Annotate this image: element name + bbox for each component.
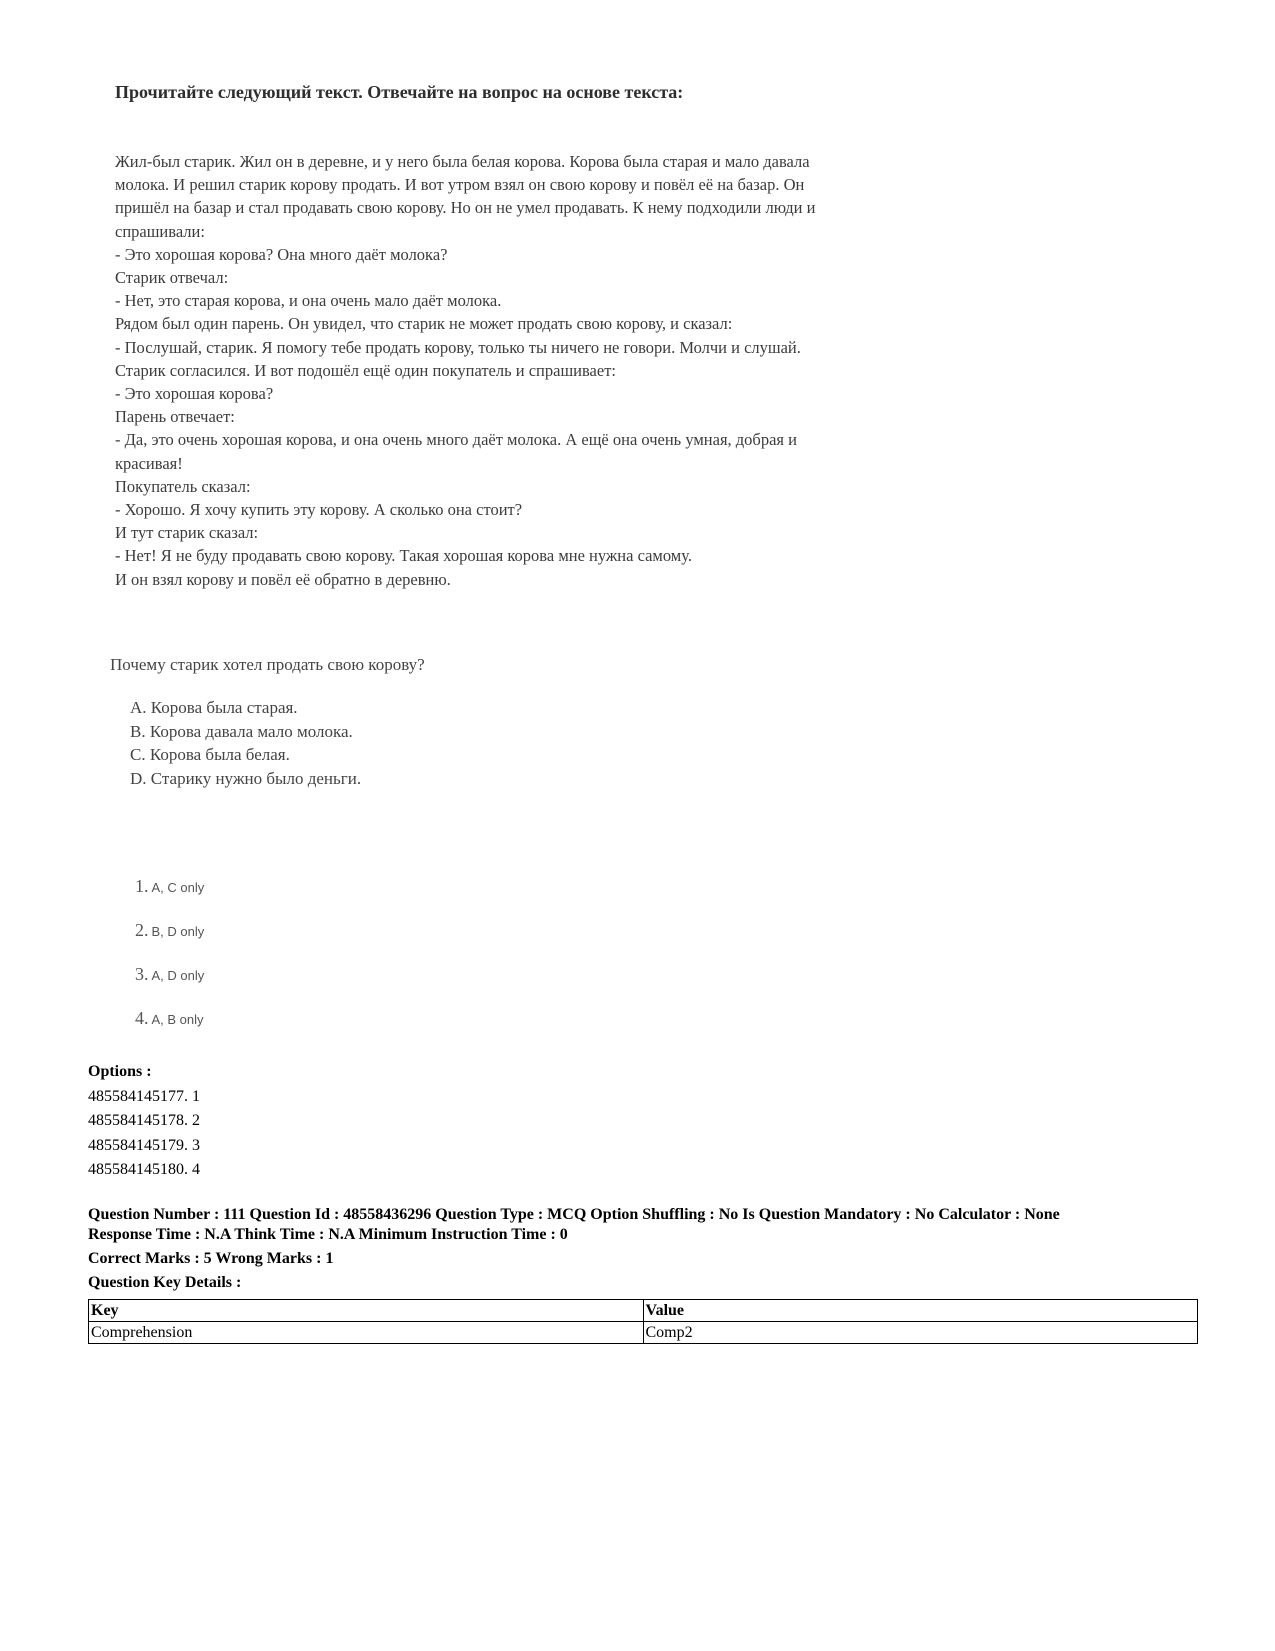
answer-option-1 [135,876,204,897]
passage-line: Парень отвечает: [115,407,235,427]
option-id-row: 485584145178. 2 [88,1112,200,1129]
marks-line: Correct Marks : 5 Wrong Marks : 1 [88,1250,334,1267]
answer-text: A, B only [151,1012,204,1027]
table-row [89,1322,1198,1344]
passage-line: - Это хорошая корова? [115,384,274,404]
statement-choices [130,696,361,790]
passage-line: И тут старик сказал: [115,523,259,543]
passage-line: молока. И решил старик корову продать. И вот утром взял он свою корову и повёл её на базар. Он [115,175,805,195]
answer-option-4 [135,1008,204,1029]
passage-line: красивая! [115,453,183,473]
choice-d: D. Старику нужно было деньги. [130,768,362,788]
option-id-row: 485584145180. 4 [88,1161,200,1178]
reading-passage [115,150,965,591]
response-time-line: Response Time : N.A Think Time : N.A Minimum Instruction Time : 0 [88,1226,568,1243]
question-metadata [88,1205,1198,1293]
table-cell-value: Comp2 [643,1322,1198,1344]
answer-text: B, D only [151,924,205,939]
options-list [88,1060,200,1183]
passage-line: - Нет, это старая корова, и она очень мало даёт молока. [115,291,502,311]
table-header-row [89,1300,1198,1322]
passage-line: - Послушай, старик. Я помогу тебе продать корову, только ты ничего не говори. Молчи и слушай. [115,337,801,357]
question-text: Почему старик хотел продать свою корову? [110,655,425,674]
question-key-table [88,1299,1198,1344]
key-details-title: Question Key Details : [88,1274,242,1291]
instruction-heading: Прочитайте следующий текст. Отвечайте на вопрос на основе текста: [115,82,684,102]
table-header-key: Key [89,1300,644,1322]
answer-option-3 [135,964,204,985]
table-header-value: Value [643,1300,1198,1322]
passage-line: И он взял корову и повёл её обратно в деревню. [115,569,451,589]
option-id-row: 485584145177. 1 [88,1087,200,1105]
passage-line: Рядом был один парень. Он увидел, что старик не может продать свою корову, и сказал: [115,314,733,334]
choice-b: B. Корова давала мало молока. [130,721,353,741]
passage-line: - Это хорошая корова? Она много даёт молока? [115,244,448,264]
passage-line: Покупатель сказал: [115,476,251,496]
passage-line: Жил-был старик. Жил он в деревне, и у него была белая корова. Корова была старая и мало давала [115,152,810,171]
answer-option-2 [135,920,204,941]
options-title: Options : [88,1063,152,1080]
table-cell-key: Comprehension [89,1322,644,1344]
passage-line: - Хорошо. Я хочу купить эту корову. А сколько она стоит? [115,500,523,520]
answer-text: A, D only [151,968,205,983]
passage-line: - Да, это очень хорошая корова, и она очень много даёт молока. А ещё она очень умная, добрая и [115,430,797,450]
answer-number: 3. [135,964,149,984]
passage-line: пришёл на базар и стал продавать свою корову. Но он не умел продавать. К нему подходили люди и [115,198,816,218]
answer-text: A, C only [151,880,205,895]
answer-number: 4. [135,1008,149,1028]
choice-a: A. Корова была старая. [130,698,298,717]
question-number-line: Question Number : 111 Question Id : 48558436296 Question Type : MCQ Option Shuffling : No Is Question Mandatory : No Calculator : None [88,1206,1060,1223]
answer-number: 2. [135,920,149,940]
passage-line: спрашивали: [115,221,205,241]
passage-line: Старик отвечал: [115,268,229,288]
passage-line: Старик согласился. И вот подошёл ещё один покупатель и спрашивает: [115,360,617,380]
passage-line: - Нет! Я не буду продавать свою корову. Такая хорошая корова мне нужна самому. [115,546,692,566]
choice-c: C. Корова была белая. [130,745,290,764]
option-id-row: 485584145179. 3 [88,1136,200,1154]
answer-number: 1. [135,876,149,896]
